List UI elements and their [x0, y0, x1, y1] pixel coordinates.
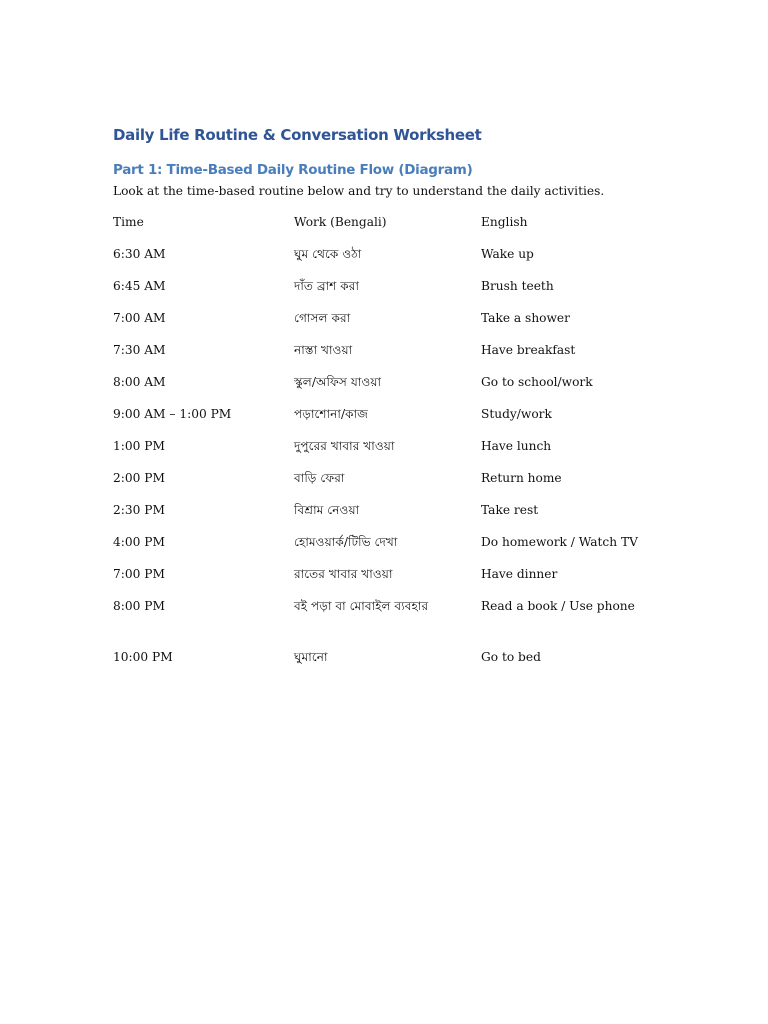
bengali-cell: ঘুম থেকে ওঠা	[294, 247, 362, 261]
table-row	[113, 565, 671, 597]
table-row	[113, 597, 671, 648]
header-english: English	[481, 215, 528, 229]
bengali-cell: বাড়ি ফেরা	[294, 471, 345, 485]
english-cell: Have lunch	[481, 439, 552, 453]
time-cell: 2:30 PM	[113, 503, 165, 517]
header-bengali: Work (Bengali)	[294, 215, 387, 229]
table-row	[113, 501, 671, 533]
table-row	[113, 277, 671, 309]
table-row	[113, 437, 671, 469]
time-cell: 1:00 PM	[113, 439, 165, 453]
bengali-cell: স্কুল/অফিস যাওয়া	[294, 375, 382, 389]
bengali-cell: দুপুরের খাবার খাওয়া	[294, 439, 395, 453]
english-cell: Do homework / Watch TV	[481, 535, 638, 549]
table-row	[113, 405, 671, 437]
english-cell: Take a shower	[481, 311, 570, 325]
time-cell: 2:00 PM	[113, 471, 165, 485]
bengali-cell: হোমওয়ার্ক/টিভি দেখা	[294, 535, 398, 549]
table-row	[113, 373, 671, 405]
time-cell: 8:00 AM	[113, 375, 166, 389]
bengali-cell: বিশ্রাম নেওয়া	[294, 503, 360, 517]
bengali-cell: দাঁত ব্রাশ করা	[294, 279, 360, 293]
table-row	[113, 469, 671, 501]
document-content	[113, 124, 673, 680]
bengali-cell: পড়াশোনা/কাজ	[294, 407, 369, 421]
english-cell: Return home	[481, 471, 562, 485]
document-title: Daily Life Routine & Conversation Worksheet	[113, 126, 482, 144]
time-cell: 6:30 AM	[113, 247, 166, 261]
english-cell: Have breakfast	[481, 343, 576, 357]
english-cell: Go to school/work	[481, 375, 593, 389]
bengali-cell: গোসল করা	[294, 311, 351, 325]
part1-intro: Look at the time-based routine below and try to understand the daily activities.	[113, 184, 605, 198]
table-header-row	[113, 213, 671, 245]
table-row	[113, 648, 671, 680]
part1-heading: Part 1: Time-Based Daily Routine Flow (Diagram)	[113, 162, 473, 178]
english-cell: Brush teeth	[481, 279, 554, 293]
bengali-cell: ঘুমানো	[294, 650, 328, 664]
english-cell: Read a book / Use phone	[481, 599, 635, 613]
time-cell: 7:30 AM	[113, 343, 166, 357]
bengali-cell: বই পড়া বা মোবাইল ব্যবহার	[294, 599, 429, 613]
table-row	[113, 309, 671, 341]
bengali-cell: নাস্তা খাওয়া	[294, 343, 353, 357]
bengali-cell: রাতের খাবার খাওয়া	[294, 567, 393, 581]
time-cell: 8:00 PM	[113, 599, 165, 613]
table-row	[113, 533, 671, 565]
time-cell: 7:00 PM	[113, 567, 165, 581]
time-cell: 4:00 PM	[113, 535, 165, 549]
time-cell: 9:00 AM – 1:00 PM	[113, 407, 232, 421]
header-time: Time	[113, 215, 144, 229]
table-row	[113, 245, 671, 277]
english-cell: Take rest	[481, 503, 539, 517]
table-row	[113, 341, 671, 373]
time-cell: 6:45 AM	[113, 279, 166, 293]
time-cell: 7:00 AM	[113, 311, 166, 325]
english-cell: Study/work	[481, 407, 552, 421]
english-cell: Have dinner	[481, 567, 558, 581]
routine-table	[113, 213, 671, 680]
english-cell: Wake up	[481, 247, 534, 261]
english-cell: Go to bed	[481, 650, 541, 664]
time-cell: 10:00 PM	[113, 650, 173, 664]
